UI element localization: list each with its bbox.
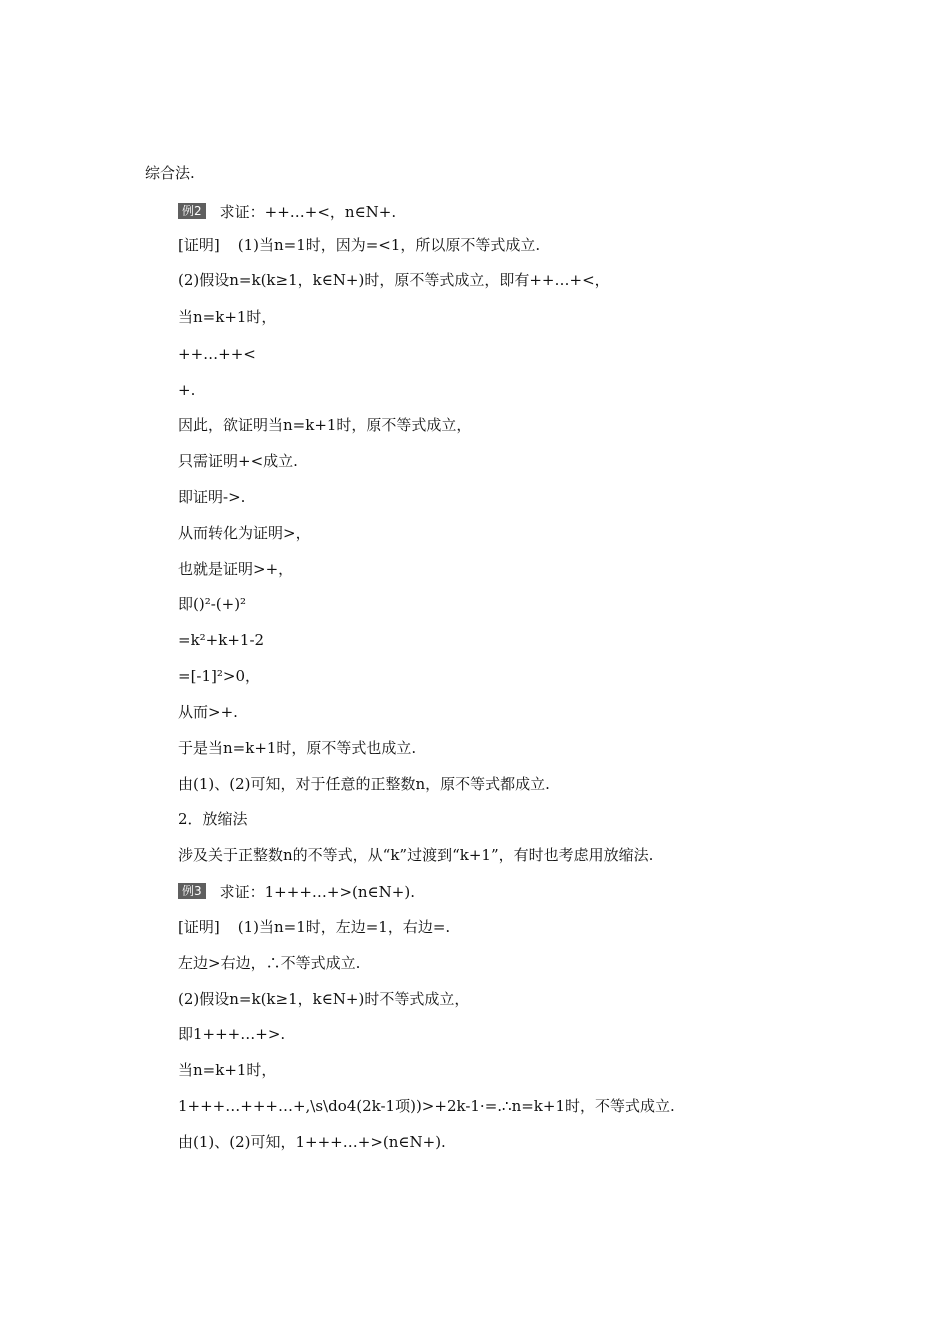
- text-line: 综合法.: [145, 164, 195, 182]
- text-line: 即证明->.: [178, 488, 246, 506]
- section-heading: 2．放缩法: [178, 810, 248, 828]
- text-line: 从而>+.: [178, 703, 238, 721]
- text-line: 涉及关于正整数n的不等式，从“k”过渡到“k+1”，有时也考虑用放缩法.: [178, 846, 654, 864]
- text-line: ++…++<: [178, 345, 256, 363]
- text-line: 也就是证明>+，: [178, 560, 294, 578]
- text-line: 由(1)、(2)可知，对于任意的正整数n，原不等式都成立.: [178, 775, 550, 793]
- text-line: 当n=k+1时，: [178, 1061, 277, 1079]
- proof-line: [178, 233, 540, 257]
- text-line: 即1+++…+>.: [178, 1025, 286, 1043]
- proof-label: [证明]: [178, 236, 220, 254]
- text-line: 由(1)、(2)可知，1+++…+>(n∈N+).: [178, 1133, 446, 1151]
- text-line: (2)假设n=k(k≥1，k∈N+)时不等式成立，: [178, 990, 470, 1008]
- proof-line: [178, 915, 450, 939]
- text-line: (2)假设n=k(k≥1，k∈N+)时，原不等式成立，即有++…+<，: [178, 271, 610, 289]
- text-line: 当n=k+1时，: [178, 308, 277, 326]
- proof-label: [证明]: [178, 918, 220, 936]
- text-line: 即()²-(+)²: [178, 595, 247, 613]
- text-line: 从而转化为证明>，: [178, 524, 311, 542]
- example-3-tag: 例3: [178, 883, 206, 899]
- text-line: =[-1]²>0，: [178, 667, 261, 685]
- text-line: 1+++…+++…+,\s\do4(2k-1项))>+2k-1·=.∴n=k+1时，不等式成立.: [178, 1097, 675, 1115]
- text-line: 因此，欲证明当n=k+1时，原不等式成立，: [178, 416, 472, 434]
- proof-text: (1)当n=1时，因为=<1，所以原不等式成立.: [237, 236, 541, 254]
- example-2-text: 求证：++…+<，n∈N+.: [219, 203, 397, 221]
- example-2-statement: [178, 200, 396, 224]
- example-3-text: 求证：1+++…+>(n∈N+).: [219, 883, 415, 901]
- example-2-tag: 例2: [178, 203, 206, 219]
- text-line: 于是当n=k+1时，原不等式也成立.: [178, 739, 417, 757]
- example-3-statement: [178, 880, 415, 904]
- text-line: =k²+k+1-2: [178, 631, 265, 649]
- text-line: +.: [178, 381, 196, 399]
- text-line: 只需证明+<成立.: [178, 452, 298, 470]
- text-line: 左边>右边，∴不等式成立.: [178, 954, 361, 972]
- proof-text: (1)当n=1时，左边=1，右边=.: [237, 918, 451, 936]
